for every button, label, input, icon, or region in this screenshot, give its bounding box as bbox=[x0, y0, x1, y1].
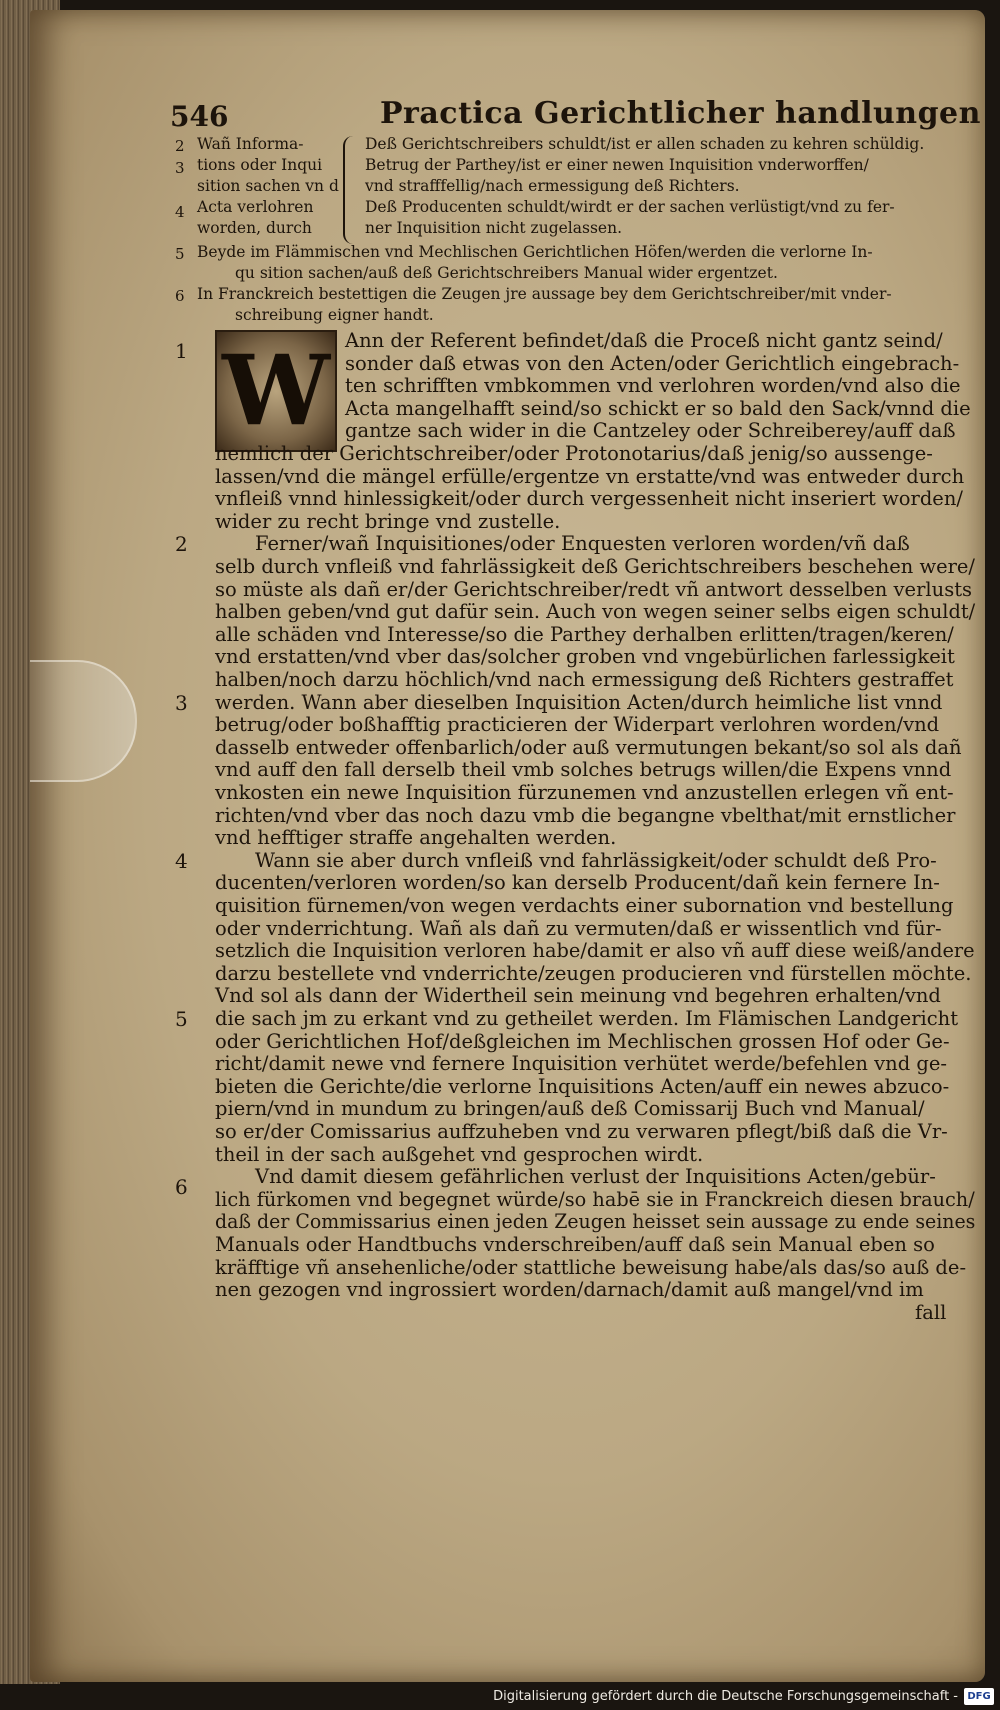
text-line: vnd hefftiger straffe angehalten werden. bbox=[215, 826, 617, 850]
text-line: werden. Wann aber dieselben Inquisition Acten/durch heimliche list vnnd bbox=[215, 690, 943, 714]
dfg-logo: DFG bbox=[964, 1688, 994, 1705]
text-line: richt/damit newe vnd fernere Inquisition verhütet werde/befehlen vnd ge- bbox=[215, 1052, 947, 1076]
text-line: halben/noch darzu höchlich/vnd nach ermessigung deß Richters gestraffet bbox=[215, 668, 954, 691]
text-line: selb durch vnfleiß vnd fahrlässigkeit deß Gerichtschreibers beschehen were/ bbox=[215, 555, 975, 578]
text-line: setzlich die Inquisition verloren habe/damit er also vñ auff diese weiß/andere bbox=[215, 939, 975, 963]
text-line: vnkosten ein newe Inquisition fürzunemen vnd anzustellen erlegen vñ ent- bbox=[215, 781, 954, 804]
text-line: Ann der Referent befindet/daß die Proceß nicht gantz seind/ bbox=[345, 329, 943, 352]
catchword: fall bbox=[915, 1300, 947, 1324]
text-line: oder Gerichtlichen Hof/deßgleichen im Mechlischen grossen Hof oder Ge- bbox=[215, 1029, 950, 1053]
text-line: sonder daß etwas von den Acten/oder Gerichtlich eingebrach- bbox=[345, 351, 960, 375]
text-line: Ferner/wañ Inquisitiones/oder Enquesten verloren worden/vñ daß bbox=[255, 532, 910, 556]
summary-number: 5 bbox=[175, 245, 185, 263]
text-line: bieten die Gerichte/die verlorne Inquisitions Acten/auff ein newes abzuco- bbox=[215, 1074, 950, 1098]
text-line: betrug/oder boßhafftig practicieren der Widerpart verlohren worden/vnd bbox=[215, 713, 940, 737]
text-line: vnd erstatten/vnd vber das/solcher groben vnd vngebürlichen farlessigkeit bbox=[215, 645, 955, 669]
summary-right-line: Deß Gerichtschreibers schuldt/ist er allen schaden zu kehren schüldig. bbox=[365, 135, 925, 153]
summary-number: 3 bbox=[175, 159, 185, 177]
text-line: quisition fürnemen/von wegen verdachts einer subornation vnd bestellung bbox=[215, 894, 954, 917]
text-line: theil in der sach außgehet vnd gesprochen wirdt. bbox=[215, 1142, 704, 1166]
summary-brace bbox=[343, 136, 359, 244]
text-line: richten/vnd vber das noch dazu vmb die begangne vbelthat/mit ernstlicher bbox=[215, 803, 956, 827]
text-line: nen gezogen vnd ingrossiert worden/darnach/damit auß mangel/vnd im bbox=[215, 1278, 924, 1302]
running-head: Practica Gerichtlicher handlungen bbox=[380, 96, 981, 131]
text-line: nemlich der Gerichtschreiber/oder Protonotarius/daß jenig/so aussenge- bbox=[215, 442, 933, 465]
paragraph-number: 3 bbox=[175, 690, 188, 715]
decorated-initial bbox=[215, 330, 337, 452]
summary-right-line: vnd strafffellig/nach ermessigung deß Richters. bbox=[365, 177, 740, 195]
summary-line: In Franckreich bestettigen die Zeugen jre aussage bey dem Gerichtschreiber/mit vnder- bbox=[197, 285, 892, 303]
text-line: Vnd damit diesem gefährlichen verlust der Inquisitions Acten/gebür- bbox=[255, 1165, 936, 1189]
summary-number: 2 bbox=[175, 137, 185, 155]
summary-right-line: Betrug der Parthey/ist er einer newen Inquisition vnderworffen/ bbox=[365, 156, 869, 174]
text-line: Wann sie aber durch vnfleiß vnd fahrlässigkeit/oder schuldt deß Pro- bbox=[255, 848, 937, 872]
text-line: daß der Commissarius einen jeden Zeugen heisset sein aussage zu ende seines bbox=[215, 1210, 976, 1234]
paragraph-number: 1 bbox=[175, 339, 188, 363]
summary-left-line: Wañ Informa- bbox=[197, 135, 304, 153]
text-line: ten schrifften vmbkommen vnd verlohren worden/vnd also die bbox=[345, 374, 961, 398]
text-line: lich fürkomen vnd begegnet würde/so habē sie in Franckreich diesen brauch/ bbox=[215, 1187, 975, 1211]
text-line: halben geben/vnd gut dafür sein. Auch von wegen seiner selbs eigen schuldt/ bbox=[215, 600, 976, 624]
text-line: die sach jm zu erkant vnd zu getheilet werden. Im Flämischen Landgericht bbox=[215, 1007, 959, 1030]
text-line: lassen/vnd die mängel erfülle/ergentze vn erstatte/vnd was entweder durch bbox=[215, 464, 965, 488]
summary-line: schreibung eigner handt. bbox=[235, 306, 434, 324]
page-number: 546 bbox=[170, 100, 229, 133]
text-line: vnd auff den fall derselb theil vmb solches betrugs willen/die Expens vnnd bbox=[215, 758, 952, 782]
footer-bar bbox=[0, 1684, 1000, 1710]
summary-left-line: worden, durch bbox=[197, 219, 312, 237]
text-line: Manuals oder Handtbuchs vnderschreiben/auff daß sein Manual eben so bbox=[215, 1233, 935, 1256]
text-line: ducenten/verloren worden/so kan derselb Producent/dañ kein fernere In- bbox=[215, 871, 940, 895]
footer-credit: Digitalisierung gefördert durch die Deutsche Forschungsgemeinschaft - bbox=[493, 1689, 958, 1704]
summary-line: Beyde im Flämmischen vnd Mechlischen Gerichtlichen Höfen/werden die verlorne In- bbox=[197, 243, 873, 261]
text-line: so müste als dañ er/der Gerichtschreiber/redt vñ antwort desselben verlusts bbox=[215, 577, 973, 601]
text-line: so er/der Comissarius auffzuheben vnd zu verwaren pflegt/biß daß die Vr- bbox=[215, 1120, 948, 1143]
text-line: dasselb entweder offenbarlich/oder auß vermutungen bekant/so sol als dañ bbox=[215, 735, 962, 759]
text-line: gantze sach wider in die Cantzeley oder Schreiberey/auff daß bbox=[345, 419, 956, 443]
summary-line: qu sition sachen/auß deß Gerichtschreibers Manual wider ergentzet. bbox=[235, 264, 778, 282]
text-line: Vnd sol als dann der Widertheil sein meinung vnd begehren erhalten/vnd bbox=[215, 984, 941, 1008]
text-line: darzu bestellete vnd vnderrichte/zeugen producieren vnd fürstellen möchte. bbox=[215, 961, 972, 985]
initial-letter: W bbox=[222, 333, 330, 447]
paragraph-number: 6 bbox=[175, 1175, 188, 1199]
text-line: Acta mangelhafft seind/so schickt er so bald den Sack/vnnd die bbox=[345, 396, 971, 420]
summary-right-line: Deß Producenten schuldt/wirdt er der sachen verlüstigt/vnd zu fer- bbox=[365, 198, 895, 216]
page-clip bbox=[30, 660, 137, 782]
text-line: oder vnderrichtung. Wañ als dañ zu vermuten/daß er wissentlich vnd für- bbox=[215, 916, 942, 940]
summary-right-line: ner Inquisition nicht zugelassen. bbox=[365, 219, 622, 237]
text-line: piern/vnd in mundum zu bringen/auß deß Comissarij Buch vnd Manual/ bbox=[215, 1097, 925, 1121]
text-line: kräfftige vñ ansehenliche/oder stattliche beweisung habe/als das/so auß de- bbox=[215, 1255, 967, 1279]
summary-left-line: tions oder Inqui bbox=[197, 156, 323, 174]
paragraph-number: 2 bbox=[175, 532, 188, 557]
summary-number: 4 bbox=[175, 203, 185, 221]
summary-left-line: sition sachen vn d bbox=[197, 177, 339, 195]
paragraph-number: 4 bbox=[175, 848, 188, 873]
text-line: vnfleiß vnnd hinlessigkeit/oder durch vergessenheit nicht inseriert worden/ bbox=[215, 487, 963, 511]
text-line: alle schäden vnd Interesse/so die Parthey derhalben erlitten/tragen/keren/ bbox=[215, 622, 954, 646]
summary-left-line: Acta verlohren bbox=[197, 198, 314, 216]
text-line: wider zu recht bringe vnd zustelle. bbox=[215, 509, 561, 533]
paragraph-number: 5 bbox=[175, 1007, 188, 1031]
summary-number: 6 bbox=[175, 287, 185, 305]
